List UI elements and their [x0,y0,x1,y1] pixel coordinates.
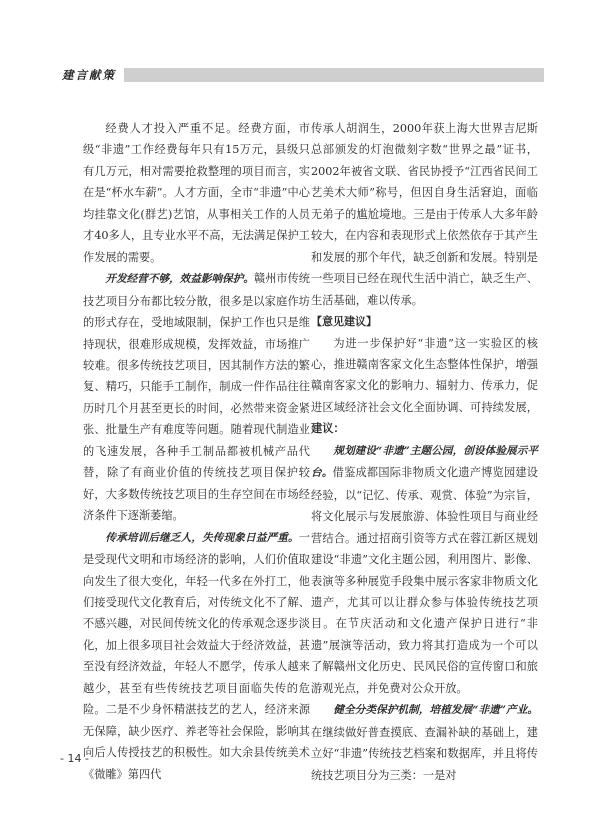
paragraph-classification-text: 在继续做好普查摸底、查漏补缺的基础上，建立好“非遗”传统技艺档案和数据库，并且将传统技艺项目分为三类：一是对 [311,725,538,782]
paragraph-development-lead: 开发经营不够，效益影响保护。 [105,273,254,286]
paragraph-inheritance [83,527,310,785]
paragraph-inheritance-lead: 传承培训后继乏人，失传现象日益严重。 [105,531,299,544]
paragraph-theme-park-text: 借鉴成都国际非物质文化遗产博览园建设经验，以“记忆、传承、观赏、体验”为宗旨，将文化展示与发展旅游、体验性项目与商业经营结合。通过招商引资等方式在蓉江新区规划建设“非遗”文化主题公园，利用图片、影像、表演等多种展览手段集中展示客家非物质文化遗产，尤其可以让群众参与体验传统技艺项目。在节庆活动和文化遗产保护日进行“非遗”展演等活动，致力将其打造成为一个可以了解赣州文化历史、民风民俗的宣传窗口和旅游观光点，并免费对公众开放。 [311,466,538,695]
paragraph-inheritance-continued [311,118,538,311]
paragraph-suggestion-intro [311,333,538,440]
paragraph-classification [311,699,538,786]
paragraph-theme-park-lead: 规划建设“非遗”主题公园，创设体验展示平台。 [311,444,538,480]
paragraph-suggestion-intro-text: 为进一步保护好“非遗”这一实验区的核心，推进赣南客家文化生态整体性保护，增强赣南客家文化的影响力、辐射力、传承力，促进区域经济社会文化全面协调、可持续发展， [311,336,538,414]
paragraph-development-text: 赣州市传统技艺项目分布都比较分散，很多是以家庭作坊的形式存在，受地域限制，保护工作也只是维持现状，很难形成规模，发挥效益，市场推广较难。很多传统技艺项目，因其制作方法的繁复、精巧，只能手工制作，制成一件作品往往历时几个月甚至更长的时间，必然带来资金紧张、批量生产有难度等问题。随着现代制造业的飞速发展，各种手工制品都被机械产品代替，除了有商业价值的传统技艺项目保护较好，大多数传统技艺项目的生存空间在市场经济条件下逐渐萎缩。 [83,272,310,523]
paragraph-classification-lead: 健全分类保护机制，培植发展“非遗”产业。 [333,704,538,717]
paragraph-funding [83,118,310,268]
paragraph-inheritance-continued-text: 传承人胡润生，2000年获上海大世界吉尼斯总部颁发的灯泡微刻字数“世界之最”证书，2002年被省文联、省民协授予“江西省民间工艺美术大师”称号，但因自身生活窘迫，面临无弟子的尴尬境地。三是由于传承人大多年龄较大，在内容和表现形式上依然依存于其产生和发展的那个年代，缺乏创新和发展。特别是一些项目已经在现代生活中消亡，缺乏生产、生活基础，难以传承。 [311,122,538,307]
paragraph-development [83,268,310,526]
paragraph-funding-text: 经费人才投入严重不足。经费方面，市级“非遗”工作经费每年只有15万元，县级只有几万元，相对需要抢救整理的项目而言，实在是“杯水车薪”。人才方面，全市“非遗”中心均挂靠文化(群艺)艺馆，从事相关工作的人员才40多人，且专业水平不高，无法满足保护工作发展的需要。 [83,122,310,264]
running-header [62,68,544,82]
paragraph-inheritance-text: 一是受现代文明和市场经济的影响，人们价值取向发生了很大变化，年轻一代多在外打工，他们接受现代文化教育后，对传统文化不了解、不感兴趣，对民间传统文化的传承观念逐步淡化，加上很多项目社会效益大于经济效益，甚至没有经济效益，年轻人不愿学，传承人越来越少，甚至有些传统技艺项目面临失传的危险。二是不少身怀精湛技艺的艺人，经济来源无保障，缺少医疗、养老等社会保险，影响其向后人传授技艺的积极性。如大余县传统美术《微雕》第四代 [83,530,310,781]
page-number: - 14 - [60,752,89,765]
paragraph-suggestion-intro-bold: 建议： [311,421,345,436]
right-column [311,118,538,786]
header-title: 建言献策 [62,67,124,83]
header-stripe [124,68,544,82]
section-heading-suggestions: 【意见建议】 [311,315,377,329]
paragraph-theme-park [311,440,538,699]
left-column [83,118,310,785]
